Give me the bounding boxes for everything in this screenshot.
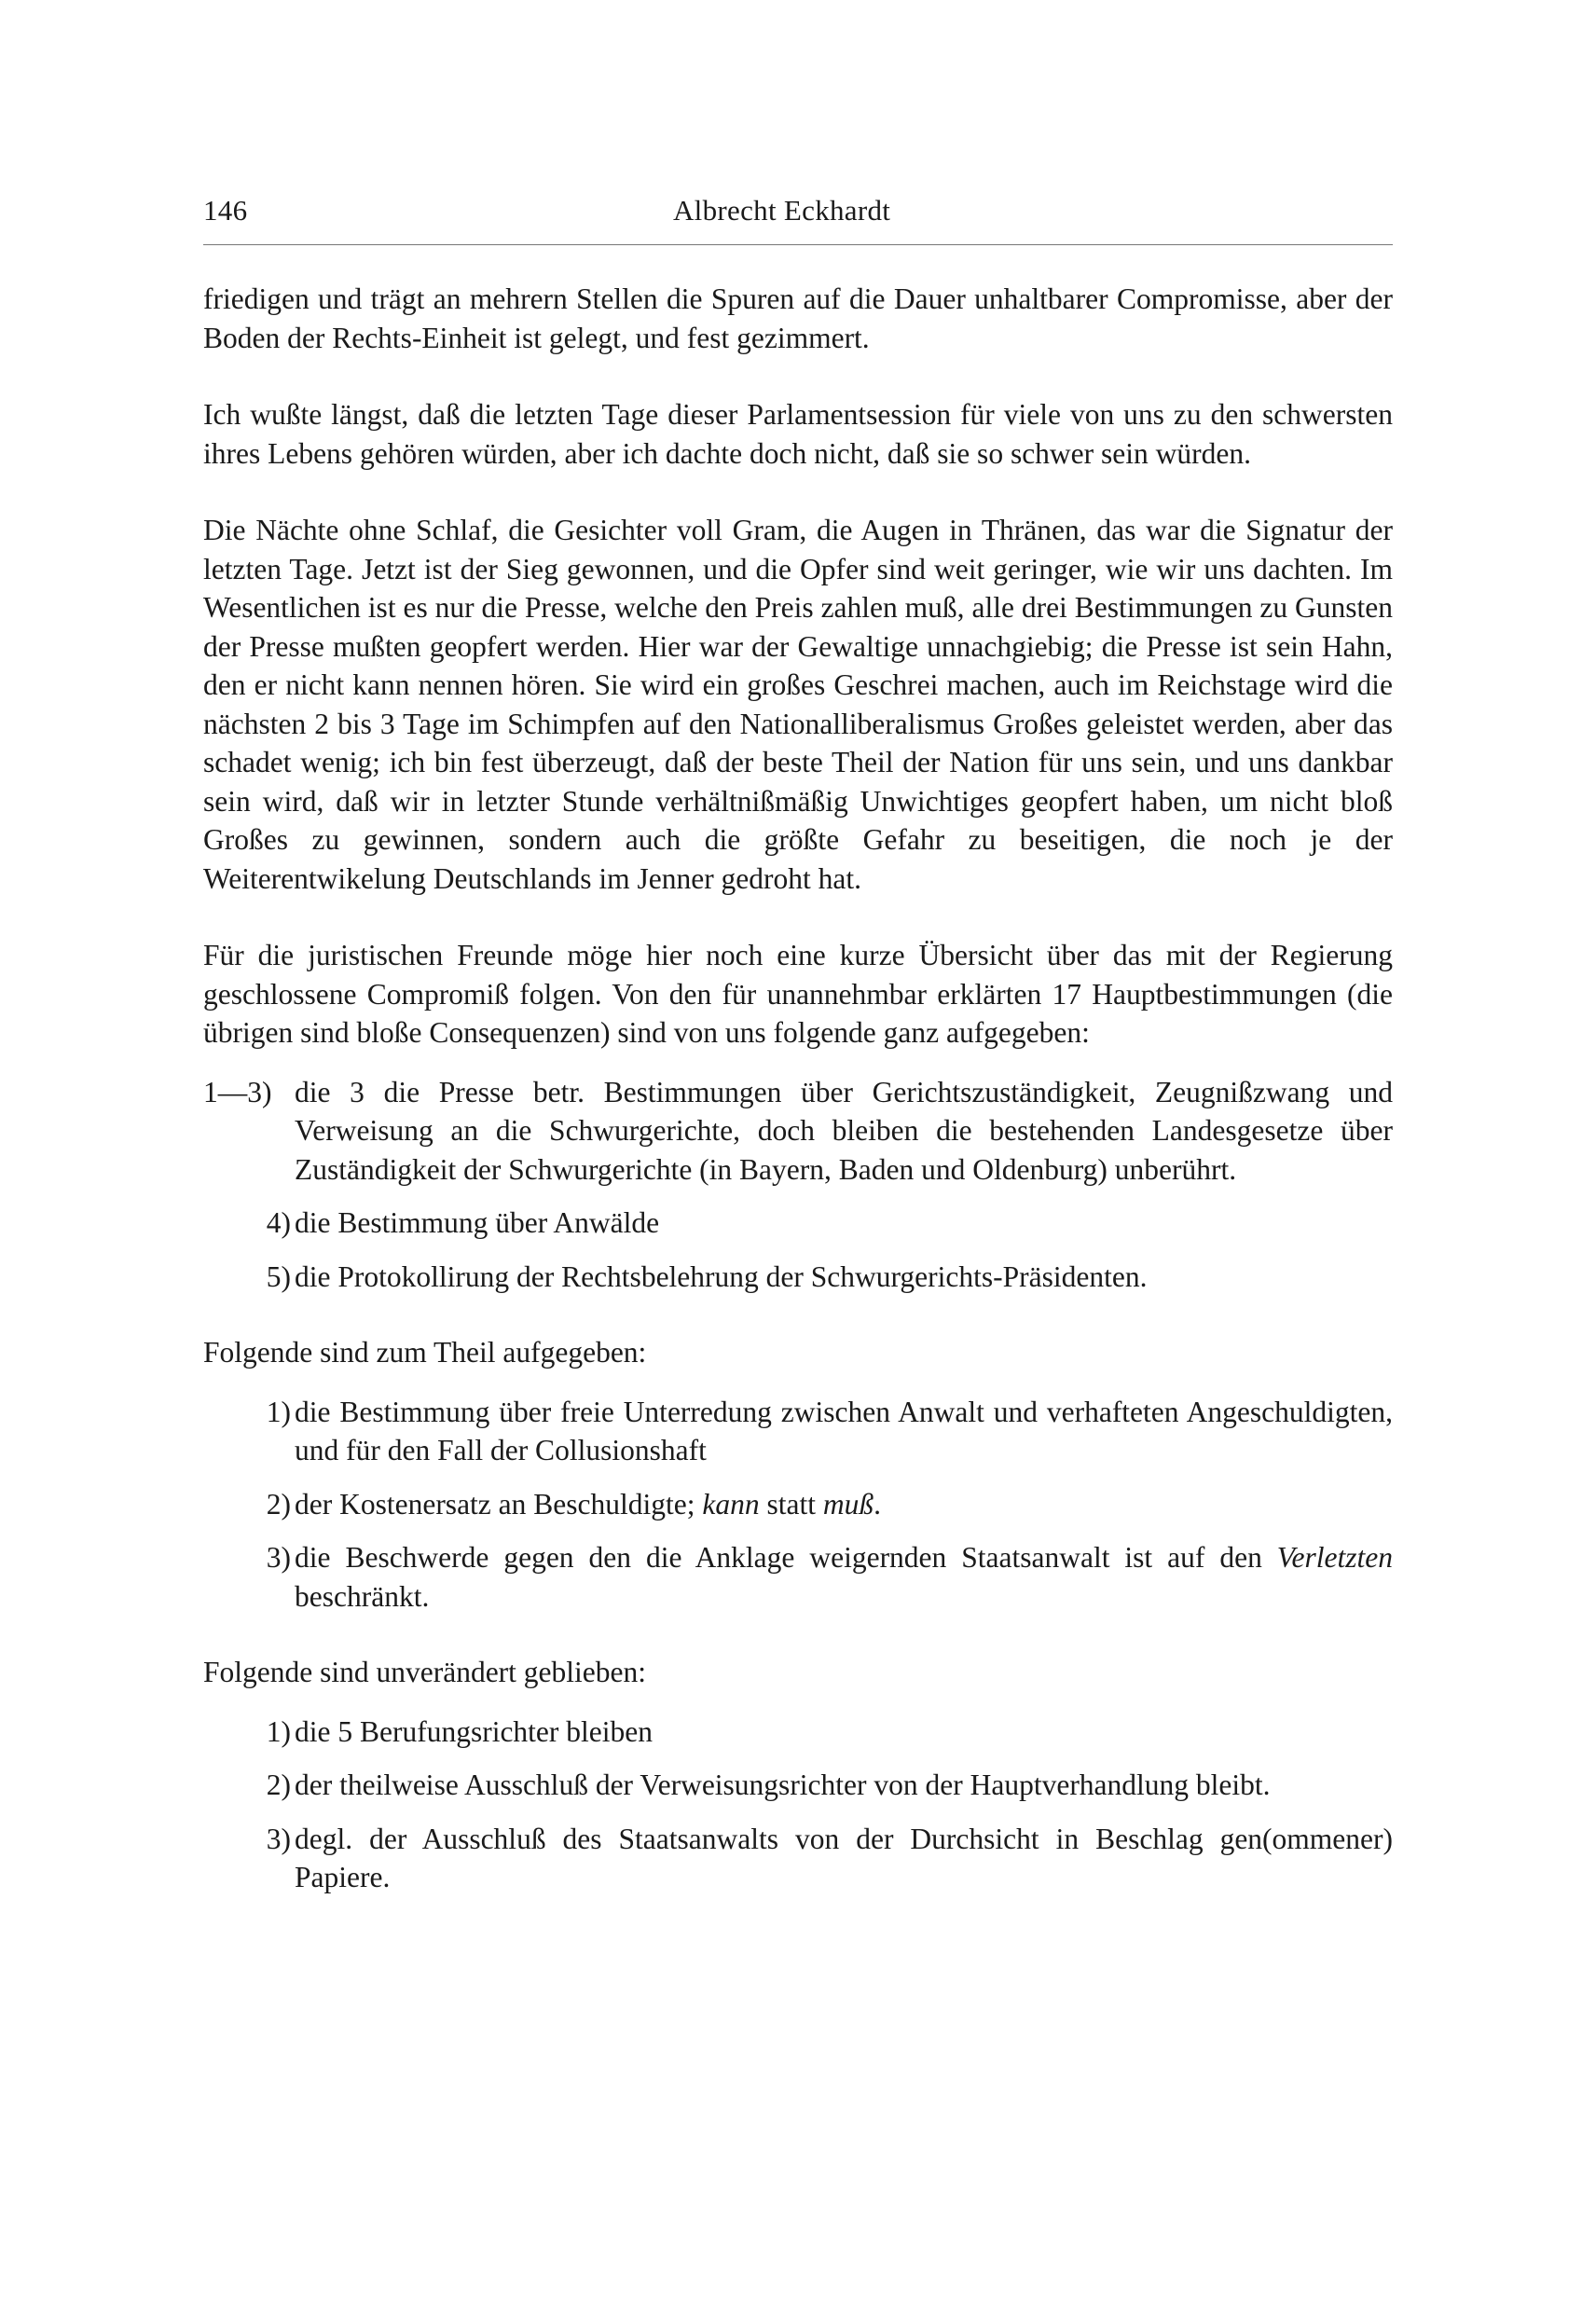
list-item <box>203 1820 1393 1897</box>
paragraph: friedigen und trägt an mehrern Stellen die Spuren auf die Dauer unhaltbarer Compromisse, aber der Boden der Rechts-Einheit ist gelegt, und fest gezimmert. <box>203 282 1393 354</box>
running-head: Albrecht Eckhardt <box>673 194 891 227</box>
list-item-text <box>295 1541 1393 1613</box>
page-number: 146 <box>203 194 248 227</box>
paragraph: Ich wußte längst, daß die letzten Tage dieser Parlamentsession für viele von uns zu den schwersten ihres Lebens gehören würden, aber ich dachte doch nicht, daß sie so schwer sein würden. <box>203 398 1393 470</box>
list-item <box>203 1713 1393 1752</box>
list-item-number: 3) <box>266 1822 291 1855</box>
body-text <box>203 280 1393 1918</box>
text-run: der Kostenersatz an Beschuldigte; <box>295 1487 703 1521</box>
list-item <box>203 1204 1393 1243</box>
list-given-up <box>203 1073 1393 1297</box>
list-item-text <box>295 1488 881 1521</box>
text-run: . <box>874 1487 881 1521</box>
list-item <box>203 1538 1393 1616</box>
text-run: statt <box>759 1487 823 1521</box>
list-item-number: 5) <box>266 1259 291 1293</box>
list-unchanged <box>203 1713 1393 1897</box>
list-item-number: 4) <box>266 1206 291 1239</box>
italic-text: Verletzten <box>1276 1541 1393 1574</box>
text-run: beschränkt. <box>295 1579 430 1613</box>
list-item-text: die 3 die Presse betr. Bestimmungen über Gerichtszuständigkeit, Zeugnißzwang und Verweisung an die Schwurgerichte, doch bleiben die bestehenden Landesgesetze über Zuständigkeit der Schwurgerichte (in Bayern, Baden und Oldenburg) unberührt. <box>295 1075 1393 1186</box>
list-item-number: 3) <box>266 1541 291 1574</box>
list-item-text: degl. der Ausschluß des Staatsanwalts von der Durchsicht in Beschlag gen(ommener) Papiere. <box>295 1822 1393 1893</box>
list-item <box>203 1766 1393 1805</box>
list-item <box>203 1073 1393 1190</box>
list-item-text: der theilweise Ausschluß der Verweisungsrichter von der Hauptverhandlung bleibt. <box>295 1768 1271 1801</box>
list-item-number: 1—3) <box>203 1075 272 1108</box>
italic-text: kann <box>702 1487 760 1521</box>
list-item-text: die Protokollirung der Rechtsbelehrung der Schwurgerichts-Präsidenten. <box>295 1259 1148 1293</box>
list-item-number: 2) <box>266 1768 291 1801</box>
list-item <box>203 1393 1393 1470</box>
header-rule <box>203 244 1393 245</box>
list-item <box>203 1258 1393 1297</box>
page-header <box>203 194 1393 241</box>
list-item-text: die Bestimmung über Anwälde <box>295 1206 660 1239</box>
list-item-number: 2) <box>266 1487 291 1521</box>
list-item-text: die 5 Berufungsrichter bleiben <box>295 1714 653 1748</box>
section-heading-unchanged: Folgende sind unverändert geblieben: <box>203 1656 646 1688</box>
text-run: die Beschwerde gegen den die Anklage weigernden Staatsanwalt ist auf den <box>295 1541 1277 1574</box>
list-item-text: die Bestimmung über freie Unterredung zwischen Anwalt und verhafteten Angeschuldigten, und für den Fall der Collusionshaft <box>295 1395 1393 1466</box>
paragraph: Die Nächte ohne Schlaf, die Gesichter voll Gram, die Augen in Thränen, das war die Signatur der letzten Tage. Jetzt ist der Sieg gewonnen, und die Opfer sind weit geringer, wie wir uns dachten. Im Wesentlichen ist es nur die Presse, welche den Preis zahlen muß, alle drei Bestimmungen zu Gunsten der Presse mußten geopfert werden. Hier war der Gewaltige unnachgiebig; die Presse ist sein Hahn, den er nicht kann nennen hören. Sie wird ein großes Geschrei machen, auch im Reichstage wird die nächsten 2 bis 3 Tage im Schimpfen auf den Nationalliberalismus Großes geleistet werden, aber das schadet wenig; ich bin fest überzeugt, daß der beste Theil der Nation für uns sein, und uns dankbar sein wird, daß wir in letzter Stunde verhältnißmäßig Unwichtiges geopfert haben, um nicht bloß Großes zu gewinnen, sondern auch die größte Gefahr zu beseitigen, die noch je der Weiterentwikelung Deutschlands im Jenner gedroht hat. <box>203 514 1393 895</box>
section-heading-partly: Folgende sind zum Theil aufgegeben: <box>203 1336 647 1369</box>
list-item-number: 1) <box>266 1395 291 1428</box>
list-partly <box>203 1393 1393 1617</box>
list-item-number: 1) <box>266 1714 291 1748</box>
italic-text: muß <box>822 1487 874 1521</box>
paragraph: Für die juristischen Freunde möge hier noch eine kurze Übersicht über das mit der Regierung geschlossene Compromiß folgen. Von den für unannehmbar erklärten 17 Hauptbestimmungen (die übrigen sind bloße Consequenzen) sind von uns folgende ganz aufgegeben: <box>203 939 1393 1049</box>
list-item <box>203 1485 1393 1524</box>
